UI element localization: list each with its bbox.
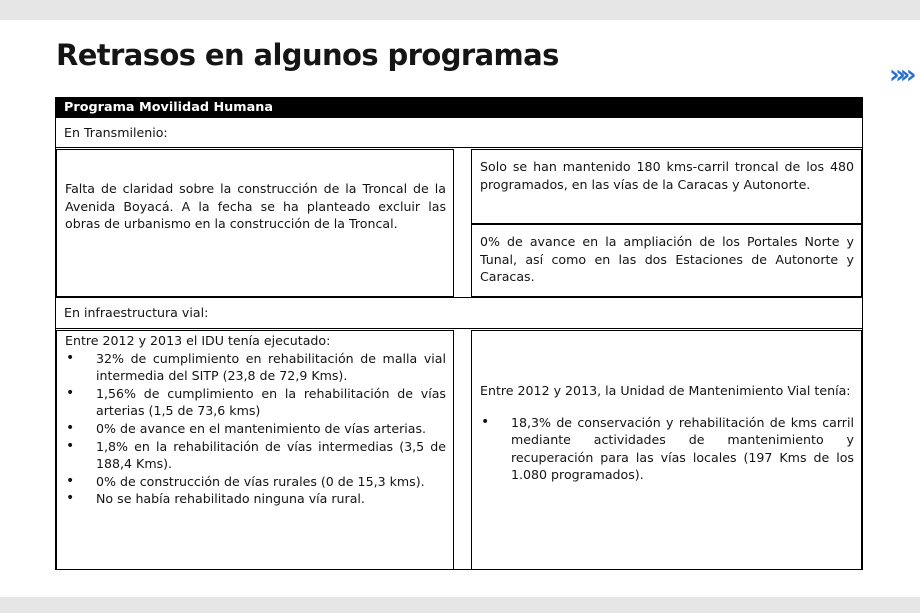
top-band	[0, 0, 920, 20]
idu-bullet-list	[65, 350, 446, 508]
transmilenio-right-bottom-cell	[471, 224, 862, 297]
transmilenio-left-cell	[56, 149, 454, 297]
transmilenio-right-top-cell	[471, 149, 862, 224]
section-label-infraestructura: En infraestructura vial:	[56, 297, 862, 329]
program-table	[55, 97, 863, 570]
section-label-transmilenio: En Transmilenio:	[56, 117, 862, 148]
bottom-band	[0, 597, 920, 613]
umv-intro: Entre 2012 y 2013, la Unidad de Mantenimiento Vial tenía:	[480, 383, 851, 398]
list-item: • 1,8% en la rehabilitación de vías intermedias (3,5 de 188,4 Kms).	[65, 438, 446, 473]
list-item: • 18,3% de conservación y rehabilitación de kms carril mediante actividades de mantenimiento y recuperación para las vías locales (197 Kms de los 1.080 programados).	[480, 414, 854, 484]
transmilenio-left-text: Falta de claridad sobre la construcción de la Troncal de la Avenida Boyacá. A la fecha se ha planteado excluir las obras de urbanismo en la construcción de la Troncal.	[65, 181, 446, 232]
list-item: • 32% de cumplimiento en rehabilitación de malla vial intermedia del SITP (23,8 de 72,9 Kms).	[65, 350, 446, 385]
list-item: • No se había rehabilitado ninguna vía rural.	[65, 490, 446, 508]
double-chevron-right-icon[interactable]: »»	[889, 60, 911, 90]
page-title: Retrasos en algunos programas	[56, 38, 559, 72]
table-header: Programa Movilidad Humana	[56, 98, 862, 117]
list-item: • 0% de avance en el mantenimiento de vías arterias.	[65, 420, 446, 438]
transmilenio-right-bottom-text: 0% de avance en la ampliación de los Portales Norte y Tunal, así como en las dos Estaciones de Autonorte y Caracas.	[480, 234, 854, 285]
transmilenio-right-top-text: Solo se han mantenido 180 kms-carril troncal de los 480 programados, en las vías de la Caracas y Autonorte.	[480, 159, 854, 192]
list-item: • 0% de construcción de vías rurales (0 de 15,3 kms).	[65, 473, 446, 491]
infraestructura-right-cell	[471, 330, 862, 570]
idu-intro: Entre 2012 y 2013 el IDU tenía ejecutado:	[65, 333, 331, 348]
umv-bullet-list	[480, 414, 854, 484]
infraestructura-left-cell	[56, 330, 454, 570]
list-item: • 1,56% de cumplimiento en la rehabilitación de vías arterias (1,5 de 73,6 kms)	[65, 385, 446, 420]
